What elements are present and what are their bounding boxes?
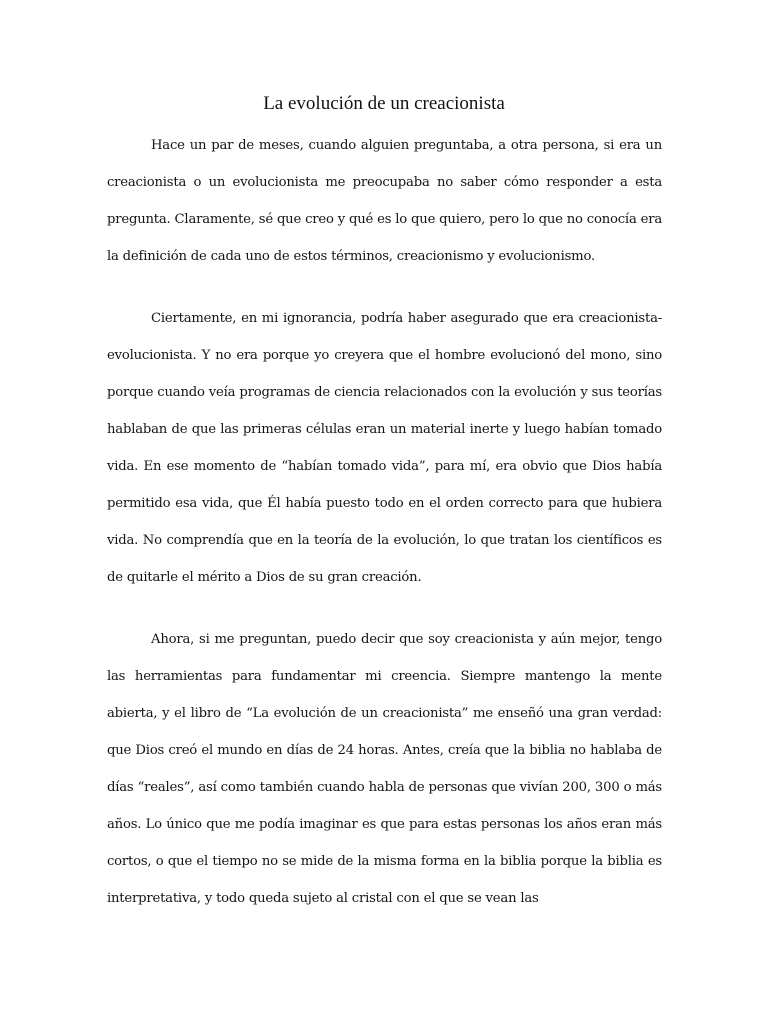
paragraph-2: Ciertamente, en mi ignorancia, podría haber asegurado que era creacionista-evolucionista. Y no era porque yo creyera que el hombre evolucionó del mono, sino porque cuando veía programas de ciencia relacionados con la evolución y sus teorías hablaban de que las primeras células eran un material inerte y luego habían tomado vida. En ese momento de “habían tomado vida”, para mí, era obvio que Dios había permitido esa vida, que Él había puesto todo en el orden correcto para que hubiera vida. No comprendía que en la teoría de la evolución, lo que tratan los científicos es de quitarle el mérito a Dios de su gran creación.: [107, 311, 662, 585]
document-body: [107, 127, 662, 942]
paragraph-1: Hace un par de meses, cuando alguien preguntaba, a otra persona, si era un creacionista o un evolucionista me preocupaba no saber cómo responder a esta pregunta. Claramente, sé que creo y qué es lo que quiero, pero lo que no conocía era la definición de cada uno de estos términos, creacionismo y evolucionismo.: [107, 138, 662, 264]
paragraph-3: Ahora, si me preguntan, puedo decir que soy creacionista y aún mejor, tengo las herramientas para fundamentar mi creencia. Siempre mantengo la mente abierta, y el libro de “La evolución de un creacionista” me enseñó una gran verdad: que Dios creó el mundo en días de 24 horas. Antes, creía que la biblia no hablaba de días “reales”, así como también cuando habla de personas que vivían 200, 300 o más años. Lo único que me podía imaginar es que para estas personas los años eran más cortos, o que el tiempo no se mide de la misma forma en la biblia porque la biblia es interpretativa, y todo queda sujeto al cristal con el que se vean las: [107, 632, 662, 906]
page-title: La evolución de un creacionista: [263, 93, 505, 114]
